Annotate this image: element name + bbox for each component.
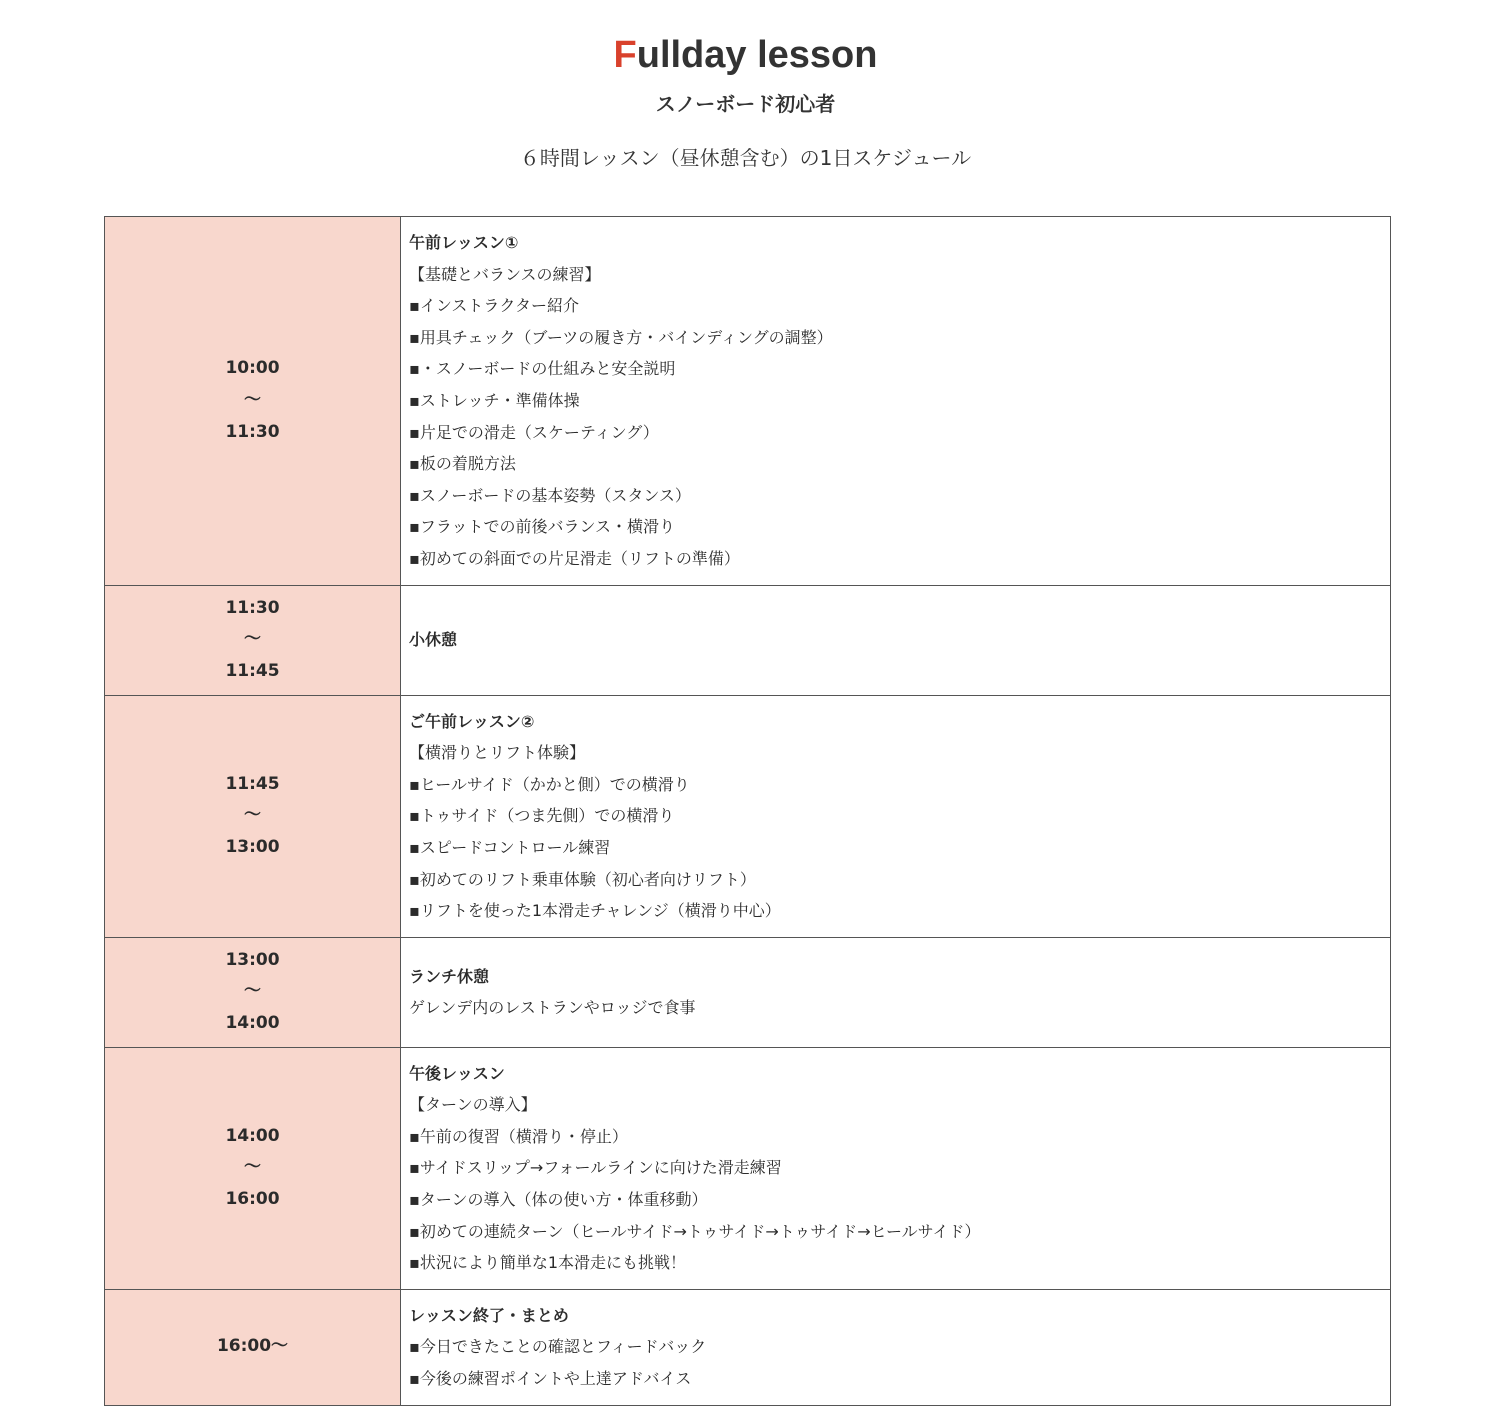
content-cell <box>401 1047 1391 1289</box>
schedule-row <box>105 1289 1391 1405</box>
session-line: ▪フラットでの前後バランス・横滑り <box>409 517 676 537</box>
time-start: 14:00 <box>225 1125 280 1146</box>
time-start: 11:45 <box>225 773 280 794</box>
session-line: ▪片足での滑走（スケーティング） <box>409 422 659 442</box>
session-line: ▪サイドスリップ→フォールラインに向けた滑走練習 <box>409 1158 782 1178</box>
session-heading: 午後レッスン <box>409 1063 505 1083</box>
time-separator: 〜 <box>244 1157 261 1178</box>
time-end: 14:00 <box>225 1012 280 1033</box>
content-cell <box>401 1289 1391 1405</box>
page-subtitle: スノーボード初心者 <box>655 92 836 116</box>
session-line: ▪今日できたことの確認とフィードバック <box>409 1337 707 1357</box>
session-line: ▪用具チェック（ブーツの履き方・バインディングの調整） <box>409 327 833 347</box>
session-line: ▪ストレッチ・準備体操 <box>409 390 580 410</box>
title-accent-letter: F <box>613 34 637 76</box>
session-line: ▪今後の練習ポイントや上達アドバイス <box>409 1369 692 1389</box>
session-line: ▪初めての連続ターン（ヒールサイド→トゥサイド→トゥサイド→ヒールサイド） <box>409 1221 981 1241</box>
session-line: ▪ターンの導入（体の使い方・体重移動） <box>409 1190 708 1210</box>
time-start: 10:00 <box>225 358 280 379</box>
session-line: 【ターンの導入】 <box>409 1095 537 1115</box>
time-cell <box>105 695 401 937</box>
session-line: ▪スノーボードの基本姿勢（スタンス） <box>409 485 691 505</box>
time-start: 11:30 <box>225 597 280 618</box>
session-heading: ご午前レッスン② <box>409 711 535 731</box>
time-cell <box>105 585 401 695</box>
time-separator: 〜 <box>244 629 261 650</box>
schedule-table <box>104 216 1391 1406</box>
session-line: ▪インストラクター紹介 <box>409 296 580 316</box>
time-end: 13:00 <box>225 836 280 857</box>
content-cell <box>401 585 1391 695</box>
content-cell <box>401 217 1391 586</box>
time-end: 16:00 <box>225 1189 280 1210</box>
session-line: ▪初めての斜面での片足滑走（リフトの準備） <box>409 548 740 568</box>
time-cell <box>105 1047 401 1289</box>
schedule-row <box>105 1047 1391 1289</box>
time-cell <box>105 937 401 1047</box>
schedule-row <box>105 937 1391 1047</box>
session-heading: 小休憩 <box>409 630 458 650</box>
time-cell <box>105 217 401 586</box>
session-line: ▪トゥサイド（つま先側）での横滑り <box>409 806 675 826</box>
schedule-row <box>105 585 1391 695</box>
time-start: 13:00 <box>225 949 280 970</box>
page-title <box>0 30 1491 80</box>
session-heading: 午前レッスン① <box>409 233 519 252</box>
time-separator: 〜 <box>244 805 261 826</box>
session-line: ▪スピードコントロール練習 <box>409 837 611 857</box>
session-line: ▪リフトを使った1本滑走チャレンジ（横滑り中心） <box>409 901 781 921</box>
session-line: ▪初めてのリフト乗車体験（初心者向けリフト） <box>409 869 756 889</box>
schedule-row <box>105 217 1391 586</box>
time-cell <box>105 1289 401 1405</box>
session-heading: レッスン終了・まとめ <box>409 1305 569 1325</box>
session-line: ▪ヒールサイド（かかと側）での横滑り <box>409 774 690 794</box>
time-end: 11:30 <box>225 421 280 442</box>
session-line: ▪状況により簡単な1本滑走にも挑戦！ <box>409 1253 687 1273</box>
content-cell <box>401 937 1391 1047</box>
session-line: ゲレンデ内のレストランやロッジで食事 <box>409 998 696 1018</box>
session-heading: ランチ休憩 <box>409 966 490 986</box>
time-end: 11:45 <box>225 660 280 681</box>
content-cell <box>401 695 1391 937</box>
session-line: ▪・スノーボードの仕組みと安全説明 <box>409 359 676 379</box>
title-rest: ullday lesson <box>636 34 878 76</box>
schedule-row <box>105 695 1391 937</box>
time-separator: 〜 <box>244 981 261 1002</box>
time-separator: 〜 <box>244 389 261 410</box>
time-range: 16:00〜 <box>216 1336 289 1357</box>
session-line: ▪午前の復習（横滑り・停止） <box>409 1126 628 1146</box>
session-line: 【横滑りとリフト体験】 <box>409 743 586 763</box>
session-line: 【基礎とバランスの練習】 <box>409 264 601 284</box>
page-tagline: ６時間レッスン（昼休憩含む）の1日スケジュール <box>519 146 972 170</box>
session-line: ▪板の着脱方法 <box>409 454 516 474</box>
